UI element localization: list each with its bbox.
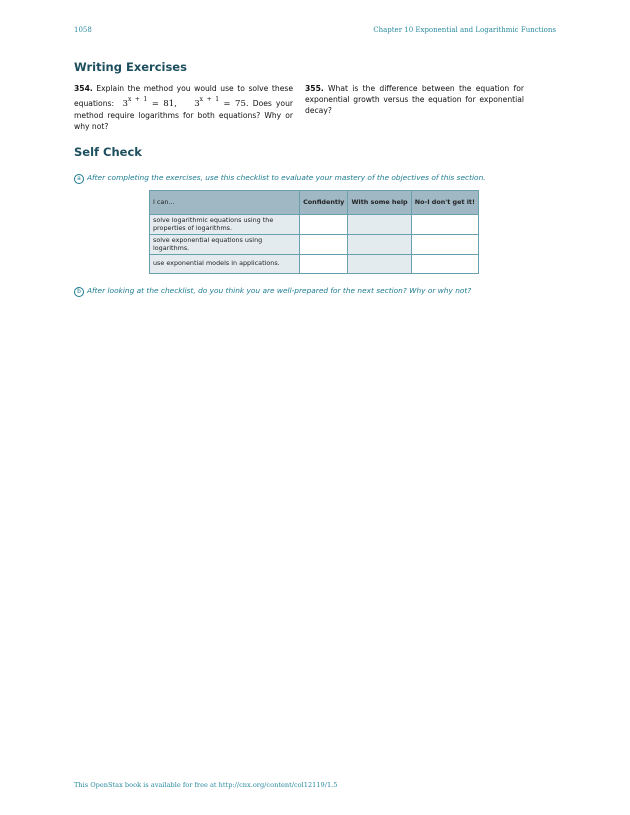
self-check-prompt-b: b After looking at the checklist, do you think you are well-prepared for the next section? Why or why not? <box>74 286 471 297</box>
row-objective: solve exponential equations using logarithms. <box>150 235 300 255</box>
circled-b-marker: b <box>74 287 84 297</box>
exercise-355 <box>305 83 524 116</box>
row-objective: solve logarithmic equations using the properties of logarithms. <box>150 215 300 235</box>
row-objective: use exponential models in applications. <box>150 255 300 274</box>
cell-confidently[interactable] <box>300 215 348 235</box>
table-row <box>150 255 479 274</box>
col-header-no-dont-get-it: No-I don't get it! <box>411 191 478 215</box>
cell-with-some-help[interactable] <box>348 235 411 255</box>
equation-1: $3^{x + 1} = 81$, <box>122 96 177 109</box>
cell-no-dont-get-it[interactable] <box>411 255 478 274</box>
col-header-i-can: I can... <box>150 191 300 215</box>
self-check-table <box>149 190 479 274</box>
exercise-354-text-after: Does your method require logarithms for both equations? Why or why not? <box>74 99 294 131</box>
self-check-heading: Self Check <box>74 145 142 159</box>
cell-with-some-help[interactable] <box>348 215 411 235</box>
cell-with-some-help[interactable] <box>348 255 411 274</box>
self-check-prompt-a: a After completing the exercises, use this checklist to evaluate your mastery of the objectives of this section. <box>74 173 486 184</box>
table-header-row <box>150 191 479 215</box>
cell-no-dont-get-it[interactable] <box>411 215 478 235</box>
exercise-354 <box>74 83 293 132</box>
exercise-354-text-before: Explain the method you would use to solve these equations: <box>74 84 293 108</box>
col-header-confidently: Confidently <box>300 191 348 215</box>
exercise-354-number: 354. <box>74 84 93 93</box>
table-row <box>150 215 479 235</box>
col-header-with-some-help: With some help <box>348 191 411 215</box>
chapter-title: Chapter 10 Exponential and Logarithmic Functions <box>373 26 556 34</box>
exercise-355-text: What is the difference between the equation for exponential growth versus the equation for exponential decay? <box>305 84 524 115</box>
page-number: 1058 <box>74 26 92 34</box>
cell-no-dont-get-it[interactable] <box>411 235 478 255</box>
table-row <box>150 235 479 255</box>
footer-text: This OpenStax book is available for free at http://cnx.org/content/col12119/1.5 <box>74 781 338 789</box>
cell-confidently[interactable] <box>300 255 348 274</box>
writing-exercises-heading: Writing Exercises <box>74 60 187 74</box>
cell-confidently[interactable] <box>300 235 348 255</box>
exercise-355-number: 355. <box>305 84 324 93</box>
equation-2: $3^{x + 1} = 75$. <box>194 96 249 109</box>
circled-a-marker: a <box>74 174 84 184</box>
